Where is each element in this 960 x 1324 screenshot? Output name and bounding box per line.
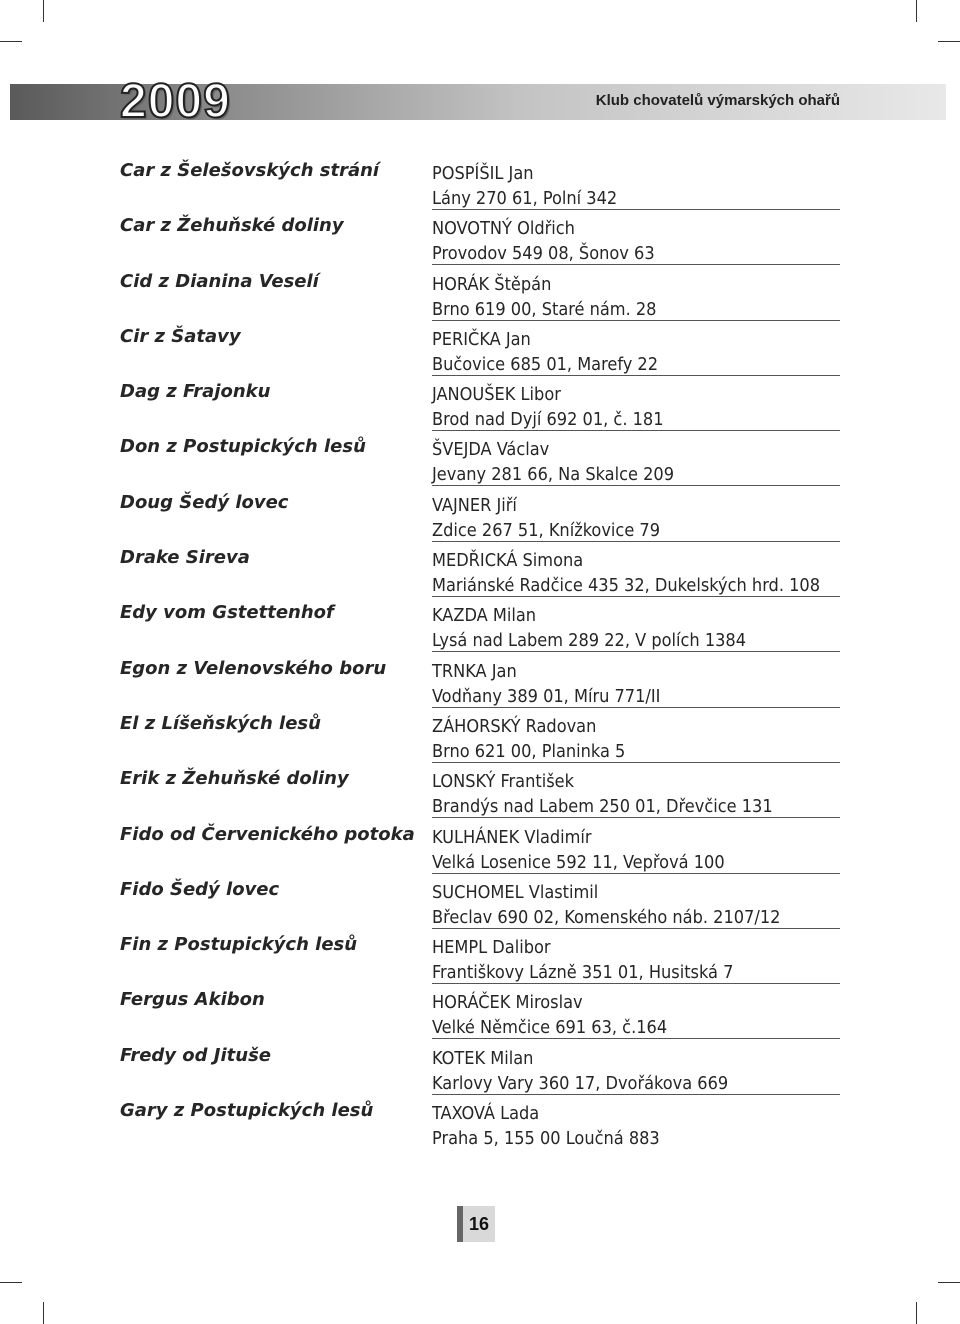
owner-address: Mariánské Radčice 435 32, Dukelských hrd. 108 [432,575,821,597]
crop-mark [916,1302,917,1324]
list-item [0,821,960,876]
dog-name: Edy vom Gstettenhof [120,602,334,624]
list-item [0,1097,960,1152]
owner-address: Provodov 549 08, Šonov 63 [432,243,655,265]
list-item [0,599,960,654]
owner-address: Brno 619 00, Staré nám. 28 [432,298,657,320]
row-divider [432,430,840,431]
crop-mark [938,41,960,42]
row-divider [432,873,840,874]
dog-name: Car z Šelešovských strání [120,160,380,181]
dog-name: Gary z Postupických lesů [120,1100,374,1122]
owner-block [432,161,617,211]
dog-name: El z Líšeňských lesů [120,712,321,734]
owner-block [432,880,780,930]
owner-address: Velké Němčice 691 63, č.164 [432,1017,668,1039]
owner-address: Praha 5, 155 00 Loučná 883 [432,1128,660,1150]
row-divider [432,264,840,265]
year-title: 2009 [120,75,231,128]
owner-block [432,990,667,1040]
owner-block [432,216,655,266]
owner-block [432,769,773,819]
row-divider [432,928,840,929]
owner-address: Lysá nad Labem 289 22, V polích 1384 [432,630,747,652]
dog-name: Fergus Akibon [120,989,265,1011]
dog-name: Fido Šedý lovec [120,878,280,900]
dog-name: Doug Šedý lovec [120,491,289,513]
owner-address: Vodňany 389 01, Míru 771/II [432,685,661,707]
list-item [0,268,960,323]
list-item [0,378,960,433]
crop-mark [916,0,917,22]
owner-name: VAJNER Jiří [432,494,517,516]
owner-block [432,272,656,322]
owner-name: HORÁČEK Miroslav [432,992,583,1014]
dog-name: Don z Postupických lesů [120,436,366,458]
list-item [0,433,960,488]
owner-block [432,548,820,598]
dog-name: Cid z Dianina Veselí [120,270,319,292]
owner-name: HORÁK Štěpán [432,273,552,295]
owner-block [432,659,660,709]
row-divider [432,707,840,708]
list-item [0,544,960,599]
owner-address: Brod nad Dyjí 692 01, č. 181 [432,409,664,431]
dog-name: Fido od Červenického potoka [120,823,415,845]
owner-block [432,327,658,377]
owner-block [432,825,725,875]
row-divider [432,651,840,652]
page-number: 16 [468,1214,490,1234]
owner-block [432,1046,728,1096]
club-name: Klub chovatelů výmarských ohařů [595,92,840,109]
dog-name: Fin z Postupických lesů [120,934,358,956]
list-item [0,986,960,1041]
owner-name: PERIČKA Jan [432,328,531,350]
owner-block [432,437,674,487]
list-item [0,876,960,931]
crop-mark [43,1302,44,1324]
list-item [0,765,960,820]
owner-name: LONSKÝ František [432,771,574,793]
row-divider [432,983,840,984]
owner-name: SUCHOMEL Vlastimil [432,881,599,903]
list-item [0,157,960,212]
owner-name: HEMPL Dalibor [432,937,551,959]
owner-name: ZÁHORSKÝ Radovan [432,715,597,737]
owner-address: Brandýs nad Labem 250 01, Dřevčice 131 [432,796,773,818]
owner-name: MEDŘICKÁ Simona [432,550,584,572]
owner-block [432,1101,660,1151]
row-divider [432,320,840,321]
owner-address: Františkovy Lázně 351 01, Husitská 7 [432,962,734,984]
row-divider [432,762,840,763]
page-number-box [457,1206,495,1242]
owner-block [432,493,660,543]
owner-address: Bučovice 685 01, Marefy 22 [432,353,659,375]
row-divider [432,541,840,542]
dog-name: Dag z Frajonku [120,381,271,403]
list-item [0,931,960,986]
owner-address: Jevany 281 66, Na Skalce 209 [432,464,675,486]
list-item [0,1042,960,1097]
owner-name: TAXOVÁ Lada [432,1103,540,1125]
row-divider [432,209,840,210]
owner-name: NOVOTNÝ Oldřich [432,218,575,240]
row-divider [432,596,840,597]
owner-name: TRNKA Jan [432,660,517,682]
dog-name: Cir z Šatavy [120,325,241,347]
owner-address: Velká Losenice 592 11, Vepřová 100 [432,851,725,873]
dog-name: Egon z Velenovského boru [120,657,387,679]
owner-block [432,714,625,764]
owner-name: JANOUŠEK Libor [432,384,561,406]
owner-address: Karlovy Vary 360 17, Dvořákova 669 [432,1072,729,1094]
owner-block [432,603,746,653]
owner-name: KOTEK Milan [432,1047,534,1069]
crop-mark [0,1282,22,1283]
owner-block [432,382,664,432]
list-item [0,489,960,544]
dog-name: Fredy od Jituše [120,1044,272,1066]
row-divider [432,485,840,486]
owner-name: POSPÍŠIL Jan [432,163,534,184]
row-divider [432,375,840,376]
list-item [0,710,960,765]
owner-name: ŠVEJDA Václav [432,439,550,461]
row-divider [432,817,840,818]
row-divider [432,1094,840,1095]
crop-mark [0,41,22,42]
owner-name: KAZDA Milan [432,605,537,627]
owner-address: Břeclav 690 02, Komenského náb. 2107/12 [432,906,781,928]
owner-name: KULHÁNEK Vladimír [432,826,592,848]
dog-name: Car z Žehuňské doliny [120,215,344,237]
owner-block [432,935,733,985]
owner-address: Zdice 267 51, Knížkovice 79 [432,519,661,541]
list-item [0,655,960,710]
crop-mark [43,0,44,22]
owner-address: Brno 621 00, Planinka 5 [432,740,626,762]
list-item [0,212,960,267]
dog-name: Drake Sireva [120,547,250,569]
row-divider [432,1038,840,1039]
owner-address: Lány 270 61, Polní 342 [432,188,618,209]
dog-name: Erik z Žehuňské doliny [120,768,349,790]
list-item [0,323,960,378]
registry-list [0,157,960,1152]
crop-mark [938,1282,960,1283]
